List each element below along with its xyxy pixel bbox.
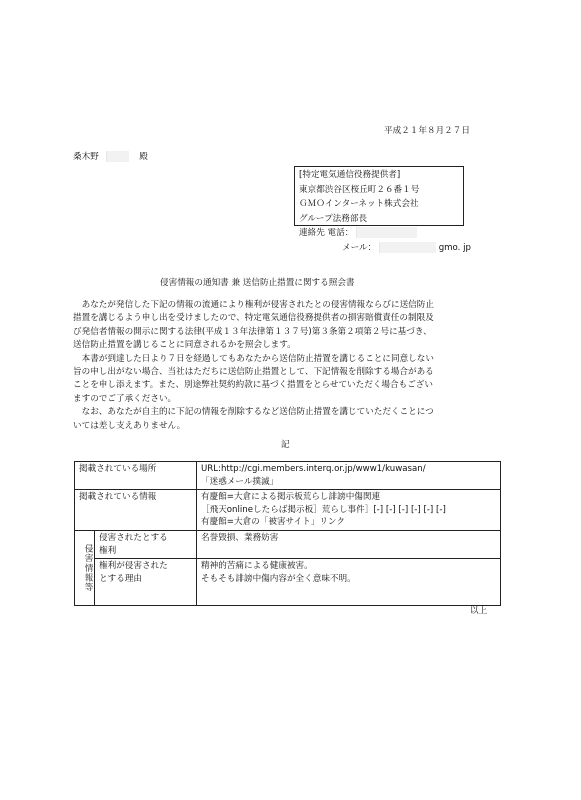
location-label: 掲載されている場所 bbox=[75, 462, 197, 490]
reason-line: そもそも誹謗中傷内容が全く意味不明。 bbox=[201, 573, 356, 584]
sender-phone bbox=[299, 226, 471, 241]
reason-value bbox=[197, 559, 501, 606]
info-label: 掲載されている情報 bbox=[75, 490, 197, 531]
sender-company: ＧＭＯインターネット株式会社 bbox=[299, 199, 419, 209]
redaction bbox=[379, 242, 436, 253]
reason-label-line: とする理由 bbox=[99, 573, 142, 584]
location-url: URL:http://cgi.members.interq.or.jp/www1/kuwasan/ bbox=[201, 464, 426, 474]
table-row bbox=[75, 559, 501, 606]
info-line: 有慶館=大倉の「被害サイト」リンク bbox=[201, 517, 345, 528]
redaction bbox=[356, 227, 417, 238]
table-row bbox=[75, 490, 501, 531]
document-date: 平成２１年８月２７日 bbox=[384, 126, 470, 136]
body-text bbox=[73, 299, 513, 433]
body-line: いては差し支えありません。 bbox=[73, 420, 186, 431]
sender-block bbox=[299, 168, 471, 255]
ki-heading: 記 bbox=[281, 440, 290, 450]
sender-role: [特定電気通信役務提供者] bbox=[299, 170, 401, 180]
reason-line: 精神的苦痛による健康被害。 bbox=[201, 561, 313, 572]
body-line: あなたが発信した下記の情報の流通により権利が侵害されたとの侵害情報ならびに送信防止 bbox=[73, 300, 434, 310]
document-title: 侵害情報の通知書 兼 送信防止措置に関する照会書 bbox=[160, 278, 355, 288]
reason-label bbox=[95, 559, 197, 606]
body-line: 措置を講じるよう申し出を受けましたので、特定電気通信役務提供者の損害賠償責任の制限及 bbox=[73, 313, 434, 324]
body-line: 旨の申し出がない場合、当社はただちに送信防止措置として、下記情報を削除する場合がある bbox=[73, 366, 434, 377]
info-line: 有慶館=大倉による掲示板荒らし誹謗中傷関連 bbox=[201, 492, 381, 503]
recipient bbox=[73, 150, 148, 162]
location-value bbox=[197, 462, 501, 490]
body-line: 本書が到達した日より７日を経過してもあなたから送信防止措置を講じることに同意しない bbox=[73, 353, 434, 364]
right-label-line: 侵害されたとする bbox=[99, 532, 168, 543]
info-line: ［飛天onlineしたらば掲示板］荒らし事件］[-] [-] [-] [-] [-] [-] bbox=[201, 504, 446, 515]
sender-department: グループ法務部長 bbox=[299, 213, 368, 224]
right-value: 名誉毀損、業務妨害 bbox=[197, 530, 501, 558]
closing: 以上 bbox=[470, 606, 488, 616]
recipient-name: 桑木野 bbox=[73, 152, 99, 162]
body-line: なお、あなたが自主的に下記の情報を削除するなど送信防止措置を講じていただくことにつ bbox=[73, 407, 434, 418]
sender-email bbox=[299, 241, 471, 256]
side-label: 侵害情報等 bbox=[75, 530, 95, 605]
right-label bbox=[95, 530, 197, 558]
body-line: 送信防止措置を講じることに同意されるかを照会します。 bbox=[73, 340, 296, 351]
table-row bbox=[75, 530, 501, 558]
table-row bbox=[75, 462, 501, 490]
email-label: メール： bbox=[342, 242, 377, 253]
recipient-suffix: 殿 bbox=[139, 152, 148, 162]
redaction bbox=[106, 151, 129, 162]
email-domain: gmo. jp bbox=[438, 242, 471, 253]
sender-address: 東京都渋谷区桜丘町２６番１号 bbox=[299, 184, 420, 195]
location-title: 「迷惑メール撲滅」 bbox=[201, 476, 279, 487]
body-line: ますのでご了承ください。 bbox=[73, 393, 177, 404]
phone-label: 連絡先 電話： bbox=[299, 228, 354, 238]
body-line: び発信者情報の開示に関する法律(平成１３年法律第１３７号)第３条第２項第２号に基づき、 bbox=[73, 326, 432, 337]
right-label-line: 権利 bbox=[99, 545, 117, 556]
info-value bbox=[197, 490, 501, 531]
reason-label-line: 権利が侵害された bbox=[99, 561, 168, 572]
info-table bbox=[74, 461, 501, 606]
body-line: ことを申し添えます。また、別途弊社契約約款に基づく措置をとらせていただく場合もござい bbox=[73, 380, 433, 391]
